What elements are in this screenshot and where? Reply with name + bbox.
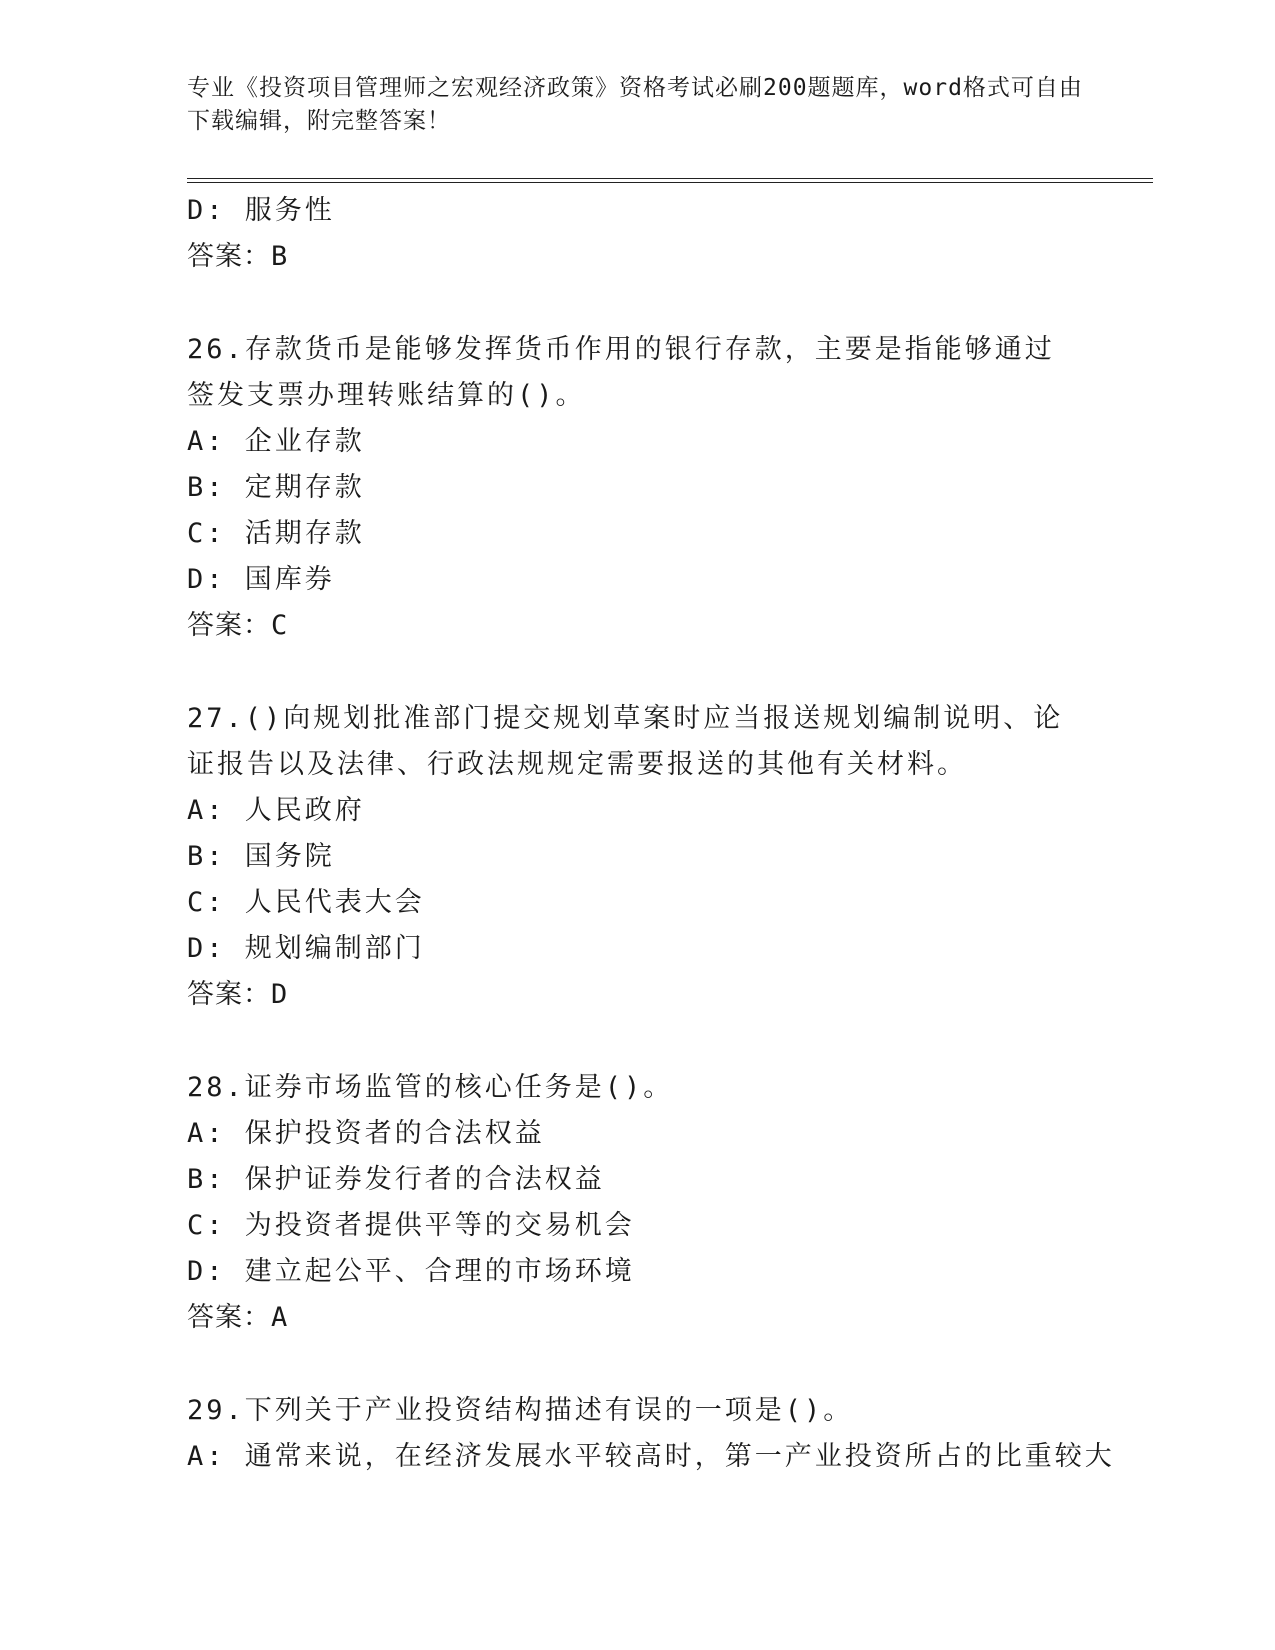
question-list	[187, 188, 1115, 1480]
option-c: C: 人民代表大会	[187, 887, 425, 918]
answer-label: 答案：	[187, 1302, 271, 1333]
option-b: B: 国务院	[187, 841, 335, 872]
question-stem: 27.()向规划批准部门提交规划草案时应当报送规划编制说明、论证报告以及法律、行政法规规定需要报送的其他有关材料。	[187, 703, 1064, 780]
option-b: B: 定期存款	[187, 472, 365, 503]
header-divider-top	[187, 178, 1153, 179]
option-d: D: 国库券	[187, 564, 335, 595]
answer-line	[187, 1295, 1087, 1341]
option-c: C: 活期存款	[187, 518, 365, 549]
option-c: C: 为投资者提供平等的交易机会	[187, 1210, 635, 1241]
answer-label: 答案：	[187, 979, 271, 1010]
option-a: A: 企业存款	[187, 426, 365, 457]
answer-value: B	[271, 241, 289, 272]
question-stem: 29.下列关于产业投资结构描述有误的一项是()。	[187, 1395, 854, 1426]
answer-value: A	[271, 1302, 289, 1333]
option-b: B: 保护证券发行者的合法权益	[187, 1164, 605, 1195]
header-divider-bottom	[187, 182, 1153, 183]
answer-label: 答案：	[187, 610, 271, 641]
answer-value: C	[271, 610, 289, 641]
question-stem: 26.存款货币是能够发挥货币作用的银行存款，主要是指能够通过签发支票办理转账结算的()。	[187, 334, 1055, 411]
option-d: D: 规划编制部门	[187, 933, 425, 964]
answer-value: D	[271, 979, 289, 1010]
option-a: A: 人民政府	[187, 795, 365, 826]
answer-line	[187, 972, 1087, 1018]
question-stem: 28.证券市场监管的核心任务是()。	[187, 1072, 674, 1103]
answer-line	[187, 603, 1087, 649]
option-d: D: 建立起公平、合理的市场环境	[187, 1256, 635, 1287]
page-header: 专业《投资项目管理师之宏观经济政策》资格考试必刷200题题库，word格式可自由下载编辑，附完整答案！	[187, 75, 1083, 134]
option-a: A: 通常来说，在经济发展水平较高时，第一产业投资所占的比重较大	[187, 1441, 1115, 1472]
option-d: D: 服务性	[187, 195, 335, 226]
option-a: A: 保护投资者的合法权益	[187, 1118, 545, 1149]
answer-label: 答案：	[187, 241, 271, 272]
answer-line	[187, 234, 1087, 280]
